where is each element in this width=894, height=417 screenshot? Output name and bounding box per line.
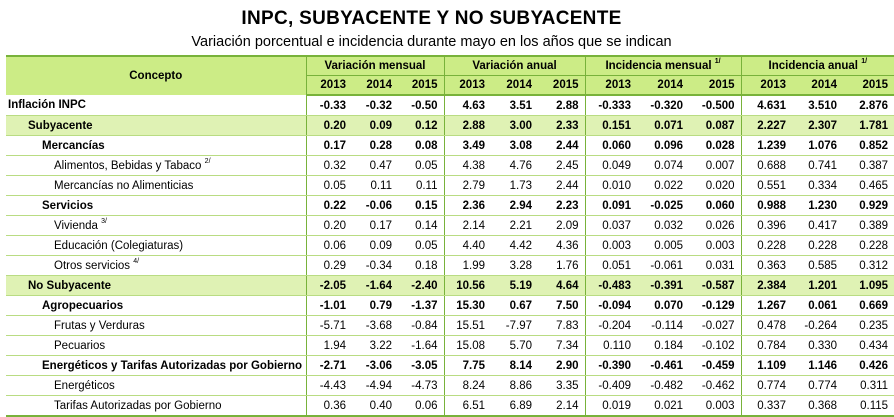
table-row [6, 176, 894, 196]
value-cell: 0.20 [306, 216, 352, 236]
value-cell: -0.094 [585, 296, 637, 316]
value-cell: 0.585 [792, 256, 843, 276]
header-group-variacion-mensual [306, 56, 444, 76]
value-cell: 0.11 [398, 176, 444, 196]
value-cell: 3.00 [491, 116, 538, 136]
footnote-ref: 2/ [204, 157, 211, 165]
inflation-table-container [6, 55, 889, 417]
value-cell: -4.43 [306, 376, 352, 396]
value-cell: 15.30 [444, 296, 491, 316]
header-year: 2015 [398, 76, 444, 96]
value-cell: 0.091 [585, 196, 637, 216]
value-cell: 0.28 [352, 136, 398, 156]
value-cell: 3.510 [792, 95, 843, 116]
value-cell: 1.99 [444, 256, 491, 276]
row-label: Inflación INPC [8, 99, 86, 111]
row-label: Energéticos [54, 379, 115, 392]
value-cell: -0.102 [689, 336, 741, 356]
value-cell: 0.184 [637, 336, 689, 356]
value-cell: -1.64 [398, 336, 444, 356]
value-cell: 2.227 [741, 116, 792, 136]
value-cell: 2.45 [538, 156, 585, 176]
value-cell: -2.71 [306, 356, 352, 376]
value-cell: 0.551 [741, 176, 792, 196]
table-row [6, 116, 894, 136]
value-cell: 6.51 [444, 396, 491, 417]
value-cell: 7.50 [538, 296, 585, 316]
table-body [6, 95, 894, 416]
row-label-cell [6, 176, 306, 196]
value-cell: 4.64 [538, 276, 585, 296]
row-label: Educación (Colegiaturas) [54, 239, 184, 252]
value-cell: 0.29 [306, 256, 352, 276]
value-cell: 0.070 [637, 296, 689, 316]
value-cell: 1.73 [491, 176, 538, 196]
table-title: INPC, SUBYACENTE Y NO SUBYACENTE [241, 8, 622, 29]
value-cell: 0.36 [306, 396, 352, 417]
value-cell: 3.28 [491, 256, 538, 276]
value-cell: 1.109 [741, 356, 792, 376]
value-cell: -0.320 [637, 95, 689, 116]
table-row [6, 396, 894, 417]
row-label: Frutas y Verduras [54, 319, 145, 332]
header-group-label: Variación mensual [324, 60, 426, 72]
value-cell: 0.096 [637, 136, 689, 156]
row-label-cell [6, 236, 306, 256]
value-cell: 0.074 [637, 156, 689, 176]
value-cell: -3.68 [352, 316, 398, 336]
row-label: Alimentos, Bebidas y Tabaco [54, 159, 202, 172]
value-cell: -0.390 [585, 356, 637, 376]
value-cell: 4.40 [444, 236, 491, 256]
value-cell: 2.44 [538, 136, 585, 156]
table-row [6, 95, 894, 116]
row-label-cell [6, 256, 306, 276]
value-cell: 0.465 [843, 176, 894, 196]
table-subtitle: Variación porcentual e incidencia durante mayo en los años que se indican [191, 34, 672, 50]
value-cell: 10.56 [444, 276, 491, 296]
row-label-cell [6, 216, 306, 236]
value-cell: 0.005 [637, 236, 689, 256]
table-row [6, 236, 894, 256]
table-row [6, 216, 894, 236]
value-cell: 0.741 [792, 156, 843, 176]
value-cell: -3.06 [352, 356, 398, 376]
header-year: 2015 [689, 76, 741, 96]
value-cell: -0.500 [689, 95, 741, 116]
value-cell: 2.09 [538, 216, 585, 236]
header-group-row [6, 56, 894, 76]
row-label: Energéticos y Tarifas Autorizadas por Gobierno [42, 359, 303, 372]
value-cell: -0.409 [585, 376, 637, 396]
value-cell: 0.060 [585, 136, 637, 156]
value-cell: 1.076 [792, 136, 843, 156]
value-cell: -2.40 [398, 276, 444, 296]
value-cell: -7.97 [491, 316, 538, 336]
header-concepto: Concepto [6, 56, 306, 95]
table-row [6, 256, 894, 276]
header-group-label: Incidencia mensual [605, 60, 712, 72]
value-cell: 0.67 [491, 296, 538, 316]
value-cell: 0.022 [637, 176, 689, 196]
header-group-label: Variación anual [472, 60, 557, 72]
header-group-label: Incidencia anual [768, 60, 858, 72]
value-cell: 0.032 [637, 216, 689, 236]
value-cell: 0.061 [792, 296, 843, 316]
value-cell: -0.025 [637, 196, 689, 216]
value-cell: 2.384 [741, 276, 792, 296]
value-cell: 0.669 [843, 296, 894, 316]
value-cell: 0.47 [352, 156, 398, 176]
value-cell: -2.05 [306, 276, 352, 296]
row-label: Subyacente [28, 119, 93, 132]
value-cell: 1.095 [843, 276, 894, 296]
value-cell: -0.482 [637, 376, 689, 396]
value-cell: -0.462 [689, 376, 741, 396]
value-cell: 0.774 [792, 376, 843, 396]
value-cell: 0.18 [398, 256, 444, 276]
value-cell: 0.051 [585, 256, 637, 276]
value-cell: 0.028 [689, 136, 741, 156]
value-cell: 2.33 [538, 116, 585, 136]
value-cell: 0.235 [843, 316, 894, 336]
value-cell: 0.330 [792, 336, 843, 356]
table-row [6, 196, 894, 216]
value-cell: 0.784 [741, 336, 792, 356]
value-cell: 8.86 [491, 376, 538, 396]
value-cell: 0.15 [398, 196, 444, 216]
row-label-cell [6, 196, 306, 216]
value-cell: 2.14 [538, 396, 585, 417]
value-cell: 0.110 [585, 336, 637, 356]
value-cell: 8.14 [491, 356, 538, 376]
footnote-ref: 1/ [861, 58, 868, 65]
value-cell: 6.89 [491, 396, 538, 417]
value-cell: 2.90 [538, 356, 585, 376]
row-label: No Subyacente [28, 279, 112, 292]
value-cell: 2.876 [843, 95, 894, 116]
value-cell: 0.434 [843, 336, 894, 356]
value-cell: 0.32 [306, 156, 352, 176]
table-row [6, 276, 894, 296]
value-cell: 0.12 [398, 116, 444, 136]
row-label: Otros servicios [54, 259, 131, 272]
value-cell: -0.461 [637, 356, 689, 376]
value-cell: 2.94 [491, 196, 538, 216]
header-year: 2013 [585, 76, 637, 96]
header-year: 2014 [352, 76, 398, 96]
value-cell: 0.021 [637, 396, 689, 417]
value-cell: 2.23 [538, 196, 585, 216]
value-cell: 0.020 [689, 176, 741, 196]
value-cell: 0.334 [792, 176, 843, 196]
value-cell: 0.05 [398, 156, 444, 176]
value-cell: 0.852 [843, 136, 894, 156]
value-cell: 0.049 [585, 156, 637, 176]
footnote-ref: 1/ [714, 58, 721, 65]
value-cell: 1.146 [792, 356, 843, 376]
inflation-table [6, 55, 894, 417]
value-cell: 1.201 [792, 276, 843, 296]
value-cell: 0.010 [585, 176, 637, 196]
value-cell: 0.17 [352, 216, 398, 236]
value-cell: -3.05 [398, 356, 444, 376]
value-cell: 7.83 [538, 316, 585, 336]
value-cell: 0.05 [306, 176, 352, 196]
value-cell: 0.06 [398, 396, 444, 417]
value-cell: 1.94 [306, 336, 352, 356]
row-label-cell [6, 296, 306, 316]
header-group-variacion-anual [444, 56, 585, 76]
row-label: Agropecuarios [42, 299, 124, 312]
value-cell: 4.76 [491, 156, 538, 176]
value-cell: 4.63 [444, 95, 491, 116]
value-cell: 0.774 [741, 376, 792, 396]
value-cell: 15.51 [444, 316, 491, 336]
value-cell: 0.115 [843, 396, 894, 417]
value-cell: -0.587 [689, 276, 741, 296]
value-cell: 0.22 [306, 196, 352, 216]
header-year: 2013 [741, 76, 792, 96]
value-cell: 0.09 [352, 116, 398, 136]
value-cell: 4.36 [538, 236, 585, 256]
value-cell: 0.037 [585, 216, 637, 236]
value-cell: 0.396 [741, 216, 792, 236]
footnote-ref: 3/ [101, 217, 107, 225]
value-cell: 1.76 [538, 256, 585, 276]
row-label: Vivienda [54, 219, 98, 232]
value-cell: 0.003 [585, 236, 637, 256]
value-cell: -0.459 [689, 356, 741, 376]
value-cell: -0.84 [398, 316, 444, 336]
header-year: 2015 [538, 76, 585, 96]
value-cell: -0.204 [585, 316, 637, 336]
value-cell: 0.929 [843, 196, 894, 216]
value-cell: 0.688 [741, 156, 792, 176]
row-label-cell [6, 316, 306, 336]
value-cell: -5.71 [306, 316, 352, 336]
value-cell: 0.087 [689, 116, 741, 136]
value-cell: -4.73 [398, 376, 444, 396]
value-cell: 0.151 [585, 116, 637, 136]
value-cell: -0.333 [585, 95, 637, 116]
value-cell: 8.24 [444, 376, 491, 396]
value-cell: 0.988 [741, 196, 792, 216]
value-cell: 3.22 [352, 336, 398, 356]
value-cell: -0.33 [306, 95, 352, 116]
table-row [6, 316, 894, 336]
row-label-cell [6, 396, 306, 417]
value-cell: 0.478 [741, 316, 792, 336]
value-cell: 0.228 [792, 236, 843, 256]
value-cell: -0.50 [398, 95, 444, 116]
value-cell: -0.114 [637, 316, 689, 336]
value-cell: 3.35 [538, 376, 585, 396]
header-year: 2014 [491, 76, 538, 96]
value-cell: 0.003 [689, 236, 741, 256]
header-year: 2015 [843, 76, 894, 96]
value-cell: 0.003 [689, 396, 741, 417]
value-cell: 0.79 [352, 296, 398, 316]
row-label-cell [6, 136, 306, 156]
value-cell: 0.019 [585, 396, 637, 417]
value-cell: 0.40 [352, 396, 398, 417]
table-row [6, 356, 894, 376]
value-cell: 0.368 [792, 396, 843, 417]
value-cell: -0.391 [637, 276, 689, 296]
value-cell: 2.88 [538, 95, 585, 116]
header-year: 2014 [792, 76, 843, 96]
value-cell: 0.337 [741, 396, 792, 417]
value-cell: -0.264 [792, 316, 843, 336]
row-label: Tarifas Autorizadas por Gobierno [54, 399, 222, 412]
table-row [6, 296, 894, 316]
value-cell: -0.06 [352, 196, 398, 216]
value-cell: 7.75 [444, 356, 491, 376]
header-year: 2013 [306, 76, 352, 96]
value-cell: 0.060 [689, 196, 741, 216]
value-cell: 3.08 [491, 136, 538, 156]
row-label-cell [6, 336, 306, 356]
value-cell: 1.781 [843, 116, 894, 136]
value-cell: 0.031 [689, 256, 741, 276]
table-row [6, 156, 894, 176]
value-cell: -1.64 [352, 276, 398, 296]
row-label-cell [6, 116, 306, 136]
table-row [6, 336, 894, 356]
value-cell: 0.389 [843, 216, 894, 236]
header-group-incidencia-anual [741, 56, 894, 76]
value-cell: 4.631 [741, 95, 792, 116]
value-cell: 1.239 [741, 136, 792, 156]
value-cell: -0.483 [585, 276, 637, 296]
value-cell: 2.14 [444, 216, 491, 236]
value-cell: 2.88 [444, 116, 491, 136]
value-cell: 0.007 [689, 156, 741, 176]
header-year: 2013 [444, 76, 491, 96]
value-cell: 0.026 [689, 216, 741, 236]
row-label: Servicios [42, 199, 94, 212]
value-cell: 7.34 [538, 336, 585, 356]
value-cell: 0.228 [843, 236, 894, 256]
value-cell: 2.36 [444, 196, 491, 216]
value-cell: 2.21 [491, 216, 538, 236]
value-cell: -4.94 [352, 376, 398, 396]
value-cell: 0.228 [741, 236, 792, 256]
value-cell: 5.70 [491, 336, 538, 356]
value-cell: 0.08 [398, 136, 444, 156]
value-cell: 5.19 [491, 276, 538, 296]
value-cell: 0.426 [843, 356, 894, 376]
row-label-cell [6, 376, 306, 396]
row-label-cell [6, 276, 306, 296]
value-cell: 0.11 [352, 176, 398, 196]
value-cell: 1.230 [792, 196, 843, 216]
value-cell: 0.071 [637, 116, 689, 136]
header-group-incidencia-mensual [585, 56, 741, 76]
value-cell: -0.32 [352, 95, 398, 116]
value-cell: 4.38 [444, 156, 491, 176]
value-cell: 0.417 [792, 216, 843, 236]
value-cell: 0.312 [843, 256, 894, 276]
value-cell: 3.49 [444, 136, 491, 156]
footnote-ref: 4/ [133, 257, 140, 265]
value-cell: 3.51 [491, 95, 538, 116]
value-cell: 2.79 [444, 176, 491, 196]
value-cell: 0.05 [398, 236, 444, 256]
value-cell: -1.01 [306, 296, 352, 316]
row-label: Mercancías no Alimenticias [54, 179, 194, 192]
table-row [6, 136, 894, 156]
value-cell: 4.42 [491, 236, 538, 256]
value-cell: 0.311 [843, 376, 894, 396]
row-label: Pecuarios [54, 339, 106, 352]
value-cell: -0.061 [637, 256, 689, 276]
row-label-cell [6, 356, 306, 376]
value-cell: 0.20 [306, 116, 352, 136]
header-year: 2014 [637, 76, 689, 96]
value-cell: 0.387 [843, 156, 894, 176]
value-cell: 0.14 [398, 216, 444, 236]
value-cell: 15.08 [444, 336, 491, 356]
row-label: Mercancías [42, 139, 105, 152]
value-cell: 1.267 [741, 296, 792, 316]
value-cell: -0.129 [689, 296, 741, 316]
value-cell: 2.44 [538, 176, 585, 196]
row-label-cell [6, 95, 306, 116]
value-cell: -0.027 [689, 316, 741, 336]
value-cell: 0.363 [741, 256, 792, 276]
value-cell: 0.09 [352, 236, 398, 256]
table-row [6, 376, 894, 396]
row-label-cell [6, 156, 306, 176]
value-cell: 2.307 [792, 116, 843, 136]
value-cell: 0.06 [306, 236, 352, 256]
value-cell: -0.34 [352, 256, 398, 276]
value-cell: 0.17 [306, 136, 352, 156]
value-cell: -1.37 [398, 296, 444, 316]
